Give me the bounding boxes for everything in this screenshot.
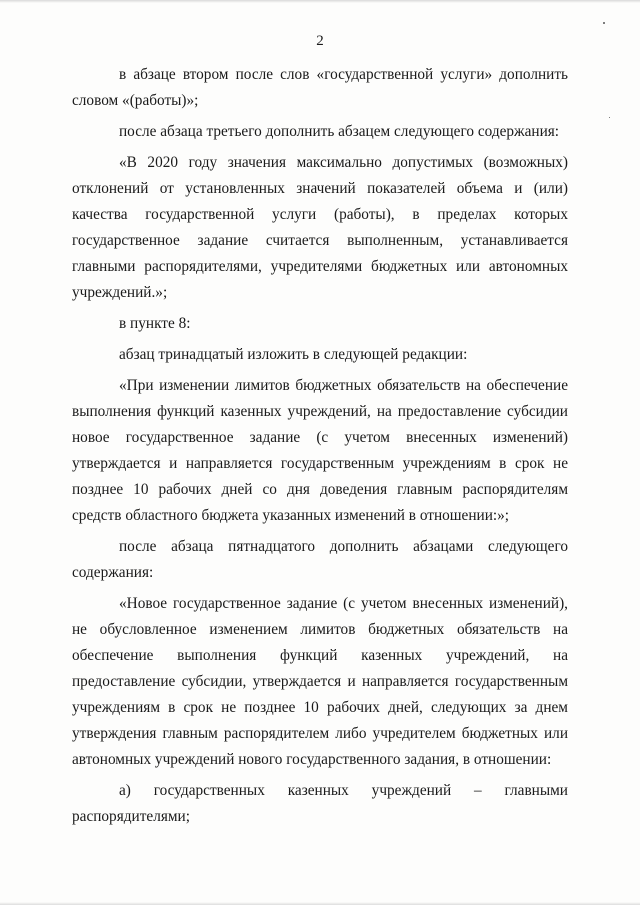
paragraph-1: в абзаце втором после слов «государственной услуги» дополнить словом «(работы)»; [72, 66, 568, 109]
scan-speck [603, 22, 605, 24]
paragraph-6: «При изменении лимитов бюджетных обязательств на обеспечение выполнения функций казенных учреждений, на предоставление субсидии новое государственное задание (с учетом внесенных изменений) утверждается и направляется государственным учреждениям в срок не позднее 10 рабочих дней со дня доведения главным распорядителям средств областного бюджета указанных изменений в отношении:»; [72, 377, 568, 524]
paragraph-7: после абзаца пятнадцатого дополнить абзацами следующего содержания: [72, 538, 568, 581]
paragraph-3: «В 2020 году значения максимально допустимых (возможных) отклонений от установленных значений показателей объема и (или) качества государственной услуги (работы), в пределах которых государственное задание считается выполненным, устанавливается главными распорядителями, учредителями бюджетных или автономных учреждений.»; [72, 154, 568, 301]
paragraph-9: а) государственных казенных учреждений – главными распорядителями; [72, 782, 568, 825]
scan-speck [609, 117, 610, 118]
document-body [72, 62, 568, 830]
page-number: 2 [316, 33, 324, 49]
paragraph-5: абзац тринадцатый изложить в следующей редакции: [119, 346, 468, 363]
scan-edge-top [0, 0, 640, 3]
paragraph-2: после абзаца третьего дополнить абзацем следующего содержания: [119, 123, 560, 140]
paragraph-8: «Новое государственное задание (с учетом внесенных изменений), не обусловленное изменением лимитов бюджетных обязательств на обеспечение выполнения функций казенных учреждений, на предоставление субсидии, утверждается и направляется государственным учреждениям в срок не позднее 10 рабочих дней, следующих за днем утверждения главным распорядителем либо учредителем бюджетных или автономных учреждений нового государственного задания, в отношении: [72, 595, 568, 768]
paragraph-4: в пункте 8: [119, 315, 191, 332]
